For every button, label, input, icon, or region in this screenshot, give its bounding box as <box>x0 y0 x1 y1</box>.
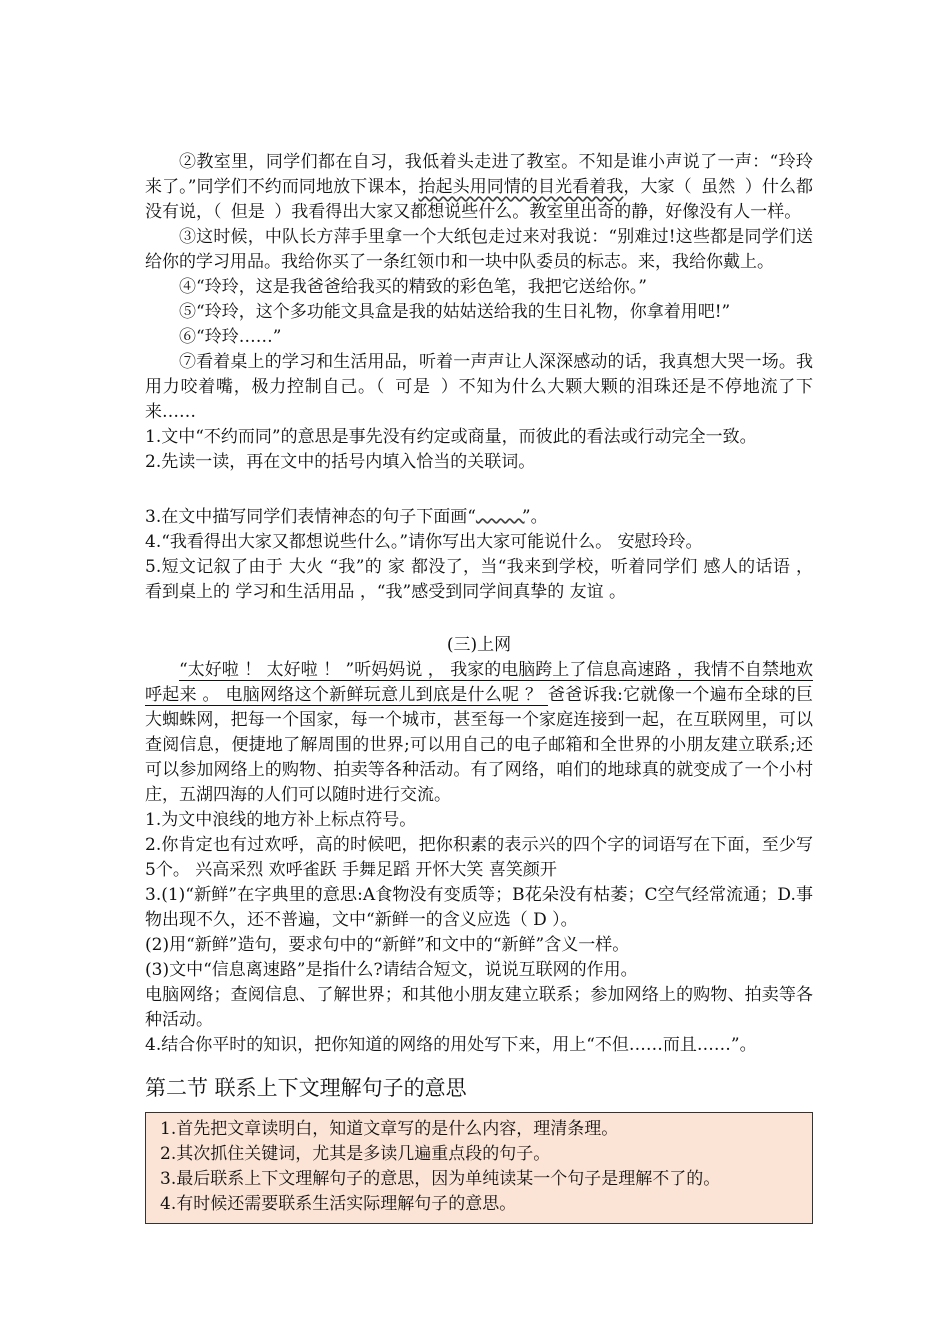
tip-item: 3.最后联系上下文理解句子的意思，因为单纯读某一个句子是理解不了的。 <box>160 1169 721 1189</box>
answer-blank-4: 学习和生活用品 <box>230 582 360 602</box>
question-2: 2.先读一读，再在文中的括号内填入恰当的关联词。 <box>145 452 536 472</box>
passage-3-question-3-3: (3)文中“信息离速路”是指什么?请结合短文，说说互联网的作用。 <box>145 960 638 980</box>
passage-3-question-4: 4.结合你平时的知识，把你知道的网络的用处写下来，用上“不但……而且……”。 <box>145 1035 757 1055</box>
answer-blank-5: 友谊 <box>564 582 610 602</box>
answer-blank-2: 家 <box>382 557 411 577</box>
tips-box <box>145 1112 813 1224</box>
answer-conjunction-3: 可是 <box>389 377 437 397</box>
document-page <box>145 150 813 1224</box>
section-heading: 第二节 联系上下文理解句子的意思 <box>145 1076 467 1100</box>
answer-conjunction-1: 虽然 <box>695 177 741 197</box>
wavy-line-sample <box>476 475 522 481</box>
tip-item: 4.有时候还需要联系生活实际理解句子的意思。 <box>160 1194 517 1214</box>
paragraph-7: ⑦看着桌上的学习和生活用品，听着一声声让人深深感动的话，我真想大哭一场。我用力咬着嘴，极力控制自己。（ 可是 ）不知为什么大颗大颗的泪珠还是不停地流了下来…… <box>145 352 814 422</box>
passage-3-question-2: 2.你肯定也有过欢呼，高的时候吧，把你积素的表示兴的四个字的词语写在下面，至少写5个。 兴高采烈 欢呼雀跃 手舞足蹈 开怀大笑 喜笑颜开 <box>145 835 813 880</box>
question-5: 5.短文记叙了由于 大火 “我”的 家 都没了，当“我来到学校，听着同学们 感人的话语 ，看到桌上的 学习和生活用品 ，“我”感受到同学间真挚的 友谊 。 <box>145 557 813 602</box>
tip-item: 2.其次抓住关键词，尤其是多读几遍重点段的句子。 <box>160 1144 551 1164</box>
passage-3-question-1: 1.为文中浪线的地方补上标点符号。 <box>145 810 417 830</box>
spacer <box>145 1058 813 1072</box>
paragraph-5: ⑤“玲玲，这个多功能文具盒是我的姑姑送给我的生日礼物，你拿着用吧!” <box>179 302 731 322</box>
paragraph-4: ④“玲玲，这是我爸爸给我买的精致的彩色笔，我把它送给你。” <box>179 277 647 297</box>
wavy-underlined-sentence: 抬起头用同情的目光看着我 <box>418 177 624 197</box>
paragraph-6: ⑥“玲玲……” <box>179 327 282 347</box>
answer-blank-3: 感人的话语 <box>697 557 796 577</box>
passage-3-paragraph: “太好啦 ！ 太好啦 ！ ”听妈妈说 ， 我家的电脑跨上了信息高速路 ，我情不自禁地欢呼起来 。 电脑网络这个新鲜玩意儿到底是什么呢 ？ 爸爸诉我:它就像一个遍布全球的巨大蜘蛛网，把每一个国家，每一个城市，甚至每一个家庭连接到一起，在互联网里，可以查阅信息，便捷地了解周围的世界;可以用自己的电子邮箱和全世界的小朋友建立联系;还可以参加网络上的购物、拍卖等各种活动。有了网络，咱们的地球真的就变成了一个小村庄，五湖四海的人们可以随时进行交流。 <box>145 660 813 805</box>
punctuation-exercise-text: “太好啦 ！ 太好啦 ！ ”听妈妈说 ， 我家的电脑跨上了信息高速路 ，我情不自禁地欢呼起来 。 电脑网络这个新鲜玩意儿到底是什么呢 ？ <box>145 660 813 705</box>
passage-3-title: (三)上网 <box>446 635 512 655</box>
answer-blank-1: 大火 <box>283 557 330 577</box>
paragraph-3: ③这时候，中队长方萍手里拿一个大纸包走过来对我说：“别难过!这些都是同学们送给你的学习用品。我给你买了一条红领巾和一块中队委员的标志。来，我给你戴上。 <box>145 227 813 272</box>
answer-conjunction-2: 但是 <box>225 202 271 222</box>
passage-3-question-3-1: 3.(1)“新鲜”在字典里的意思:A食物没有变质等；B花朵没有枯萎；C空气经常流通；D.事物出现不久，还不普遍，文中“新鲜一的含义应选（ D ）。 <box>145 885 813 930</box>
passage-3-question-3-2: (2)用“新鲜”造句，要求句中的“新鲜”和文中的“新鲜”含义一样。 <box>145 935 630 955</box>
question-3: 3.在文中描写同学们表情神态的句子下面画“ ”。 <box>145 475 813 530</box>
tip-item: 1.首先把文章读明白，知道文章写的是什么内容，理清条理。 <box>160 1119 619 1139</box>
passage-3-answer-3-3: 电脑网络；查阅信息、了解世界；和其他小朋友建立联系；参加网络上的购物、拍卖等各种活动。 <box>145 985 813 1030</box>
question-4: 4.“我看得出大家又都想说些什么。”请你写出大家可能说什么。 安慰玲玲。 <box>145 532 703 552</box>
spacer <box>145 605 813 633</box>
question-1: 1.文中“不约而同”的意思是事先没有约定或商量，而彼此的看法或行动完全一致。 <box>145 427 757 447</box>
paragraph-2: ②教室里，同学们都在自习，我低着头走进了教室。不知是谁小声说了一声：“玲玲来了。”同学们不约而同地放下课本，抬起头用同情的目光看着我，大家（ 虽然 ）什么都没有说，（ 但是 ）我看得出大家又都想说些什么。教室里出奇的静，好像没有人一样。 <box>145 152 814 222</box>
